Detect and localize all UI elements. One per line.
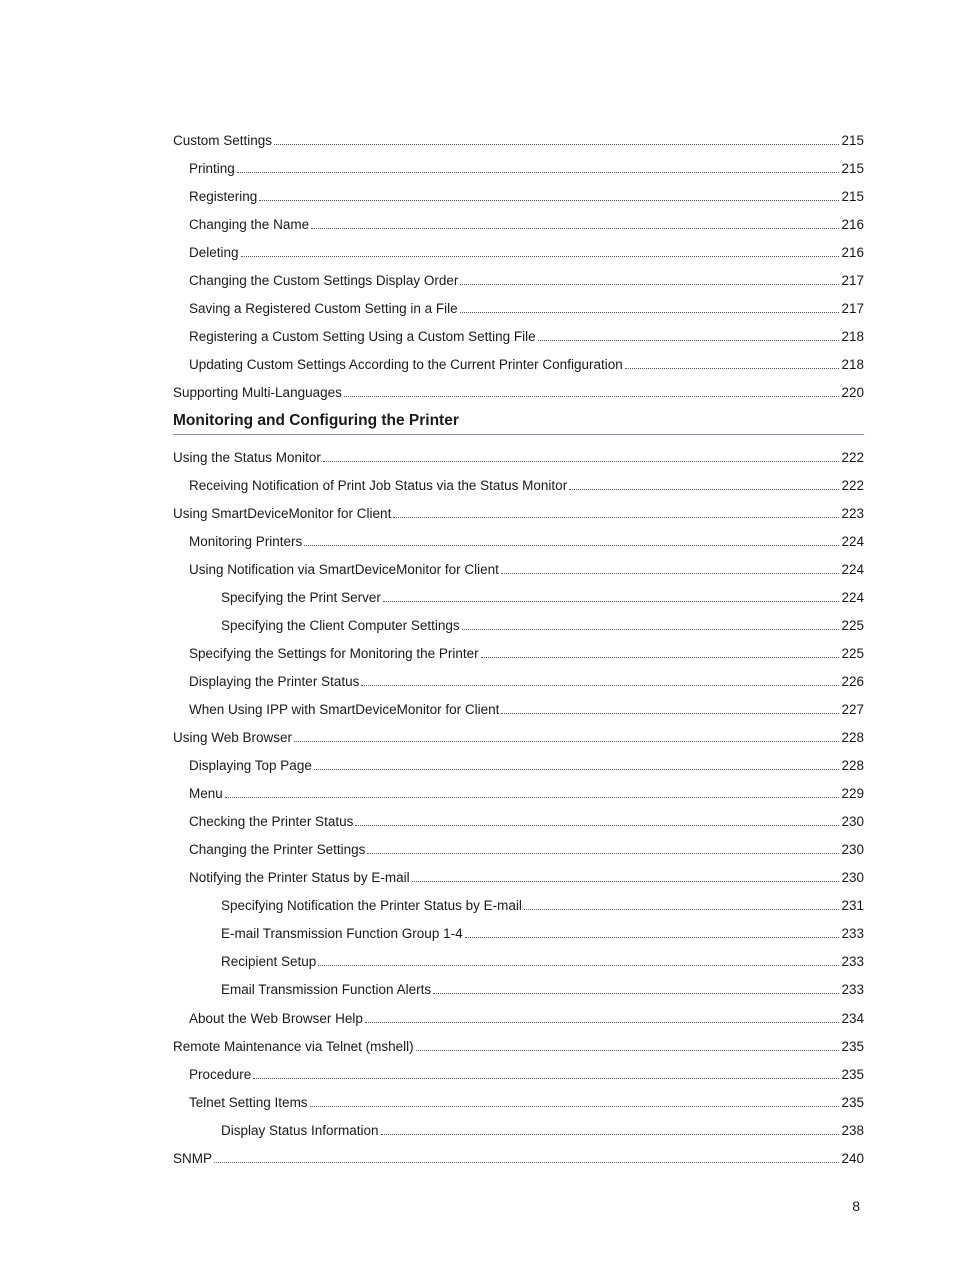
toc-entry-page: 225 [841,645,864,661]
dot-leader [524,909,840,910]
toc-entry[interactable] [189,784,864,804]
toc-entry-page: 226 [841,673,864,689]
toc-entry[interactable] [189,532,864,552]
dot-leader [323,461,840,462]
toc-entry-page: 216 [841,217,864,233]
dot-leader [416,1050,840,1051]
dot-leader [460,312,840,313]
toc-entry[interactable] [189,159,864,179]
toc-entry[interactable] [221,952,864,972]
toc-entry-page: 229 [841,786,864,802]
dot-leader [344,396,840,397]
dot-leader [253,1078,839,1079]
toc-entry-page: 224 [841,561,864,577]
dot-leader [465,937,840,938]
toc-entry[interactable] [189,756,864,776]
dot-leader [214,1162,839,1163]
dot-leader [433,993,839,994]
toc-entry-page: 215 [841,133,864,148]
toc-entry[interactable] [189,672,864,692]
toc-entry-title: Changing the Custom Settings Display Order [189,273,459,289]
toc-entry[interactable] [173,131,864,151]
toc-entry-title: Updating Custom Settings According to the Current Printer Configuration [189,357,623,373]
toc-entry-title: Using SmartDeviceMonitor for Client [173,505,392,521]
toc-entry-page: 230 [841,870,864,886]
toc-entry-page: 238 [841,1122,864,1138]
dot-leader [501,573,840,574]
toc-entry-title: Menu [189,786,223,802]
toc-entry[interactable] [173,448,864,468]
toc-entry[interactable] [221,924,864,944]
dot-leader [383,601,840,602]
toc-entry[interactable] [221,1121,864,1141]
toc-entry[interactable] [221,588,864,608]
dot-leader [462,629,840,630]
toc-entry-title: Specifying the Print Server [221,589,381,605]
toc-entry[interactable] [173,1037,864,1057]
toc-entry[interactable] [189,476,864,496]
dot-leader [625,368,840,369]
toc-entry-title: Telnet Setting Items [189,1094,308,1110]
toc-entry-page: 222 [841,477,864,493]
toc-entry-title: Registering [189,189,258,205]
toc-entry[interactable] [189,299,864,319]
toc-entry-page: 223 [841,505,864,521]
toc-entry-title: Notifying the Printer Status by E-mail [189,870,410,886]
toc-entry-page: 233 [841,954,864,970]
toc-entry-page: 215 [841,189,864,205]
toc-entry-page: 217 [841,273,864,289]
dot-leader [538,340,840,341]
dot-leader [304,545,839,546]
dot-leader [460,284,839,285]
toc-entry[interactable] [189,560,864,580]
toc-entry[interactable] [189,355,864,375]
toc-entry-page: 230 [841,814,864,830]
toc-entry[interactable] [189,187,864,207]
toc-entry-page: 231 [841,898,864,914]
toc-entry[interactable] [189,644,864,664]
toc-entry[interactable] [189,215,864,235]
dot-leader [569,489,839,490]
toc-entry-page: 235 [841,1094,864,1110]
toc-entry-title: SNMP [173,1150,213,1166]
dot-leader [381,1134,840,1135]
toc-entry-title: Using Web Browser [173,730,293,745]
toc-entry-page: 224 [841,533,864,549]
toc-entry[interactable] [189,868,864,888]
toc-entry-title: Specifying the Client Computer Settings [221,617,460,633]
toc-entry[interactable] [189,1009,864,1029]
toc-entry[interactable] [221,896,864,916]
dot-leader [241,256,840,257]
toc-entry-title: Remote Maintenance via Telnet (mshell) [173,1038,414,1054]
dot-leader [274,144,839,145]
toc-entry-page: 235 [841,1066,864,1082]
dot-leader [412,881,840,882]
toc-entry-page: 228 [841,730,864,745]
toc-entry-page: 233 [841,982,864,998]
toc-entry-page: 224 [841,589,864,605]
toc-entry-title: E-mail Transmission Function Group 1-4 [221,926,463,942]
toc-entry-title: Recipient Setup [221,954,317,970]
toc-entry-page: 216 [841,245,864,261]
toc-entry-page: 228 [841,758,864,774]
toc-entry-title: Registering a Custom Setting Using a Custom Setting File [189,329,536,345]
dot-leader [225,797,840,798]
toc-entry-title: Displaying Top Page [189,758,312,774]
toc-entry[interactable] [173,1149,864,1169]
dot-leader [310,1106,840,1107]
dot-leader [355,825,839,826]
toc-entry[interactable] [173,728,864,748]
dot-leader [311,228,839,229]
dot-leader [294,741,839,742]
toc-entry-page: 225 [841,617,864,633]
toc-entry-title: Saving a Registered Custom Setting in a File [189,301,458,317]
toc-entry-title: Display Status Information [221,1122,379,1138]
section-heading: Monitoring and Configuring the Printer [173,410,864,435]
dot-leader [259,200,839,201]
toc-entry-title: Procedure [189,1066,252,1082]
toc-entry-title: Email Transmission Function Alerts [221,982,432,998]
toc-entry-title: Custom Settings [173,133,273,148]
toc-entry-page: 218 [841,357,864,373]
toc-entry-page: 222 [841,449,864,465]
toc-entry-page: 240 [841,1150,864,1166]
toc-entry-page: 233 [841,926,864,942]
dot-leader [365,1022,840,1023]
toc-entry-title: Specifying the Settings for Monitoring the Printer [189,645,479,661]
toc-entry-page: 235 [841,1038,864,1054]
dot-leader [393,517,839,518]
toc-entry-title: Using the Status Monitor [173,449,321,465]
toc-entry-title: Specifying Notification the Printer Status by E-mail [221,898,522,914]
toc-entry-page: 220 [841,385,864,401]
toc-entry-title: Supporting Multi-Languages [173,385,342,401]
toc-entry[interactable] [173,383,864,403]
toc-entry[interactable] [189,700,864,720]
toc-entry-title: Monitoring Printers [189,533,303,549]
toc-entry-title: Using Notification via SmartDeviceMonitor for Client [189,561,499,577]
toc-entry-page: 217 [841,301,864,317]
toc-entry-title: Receiving Notification of Print Job Status via the Status Monitor [189,477,568,493]
toc-entry-title: Checking the Printer Status [189,814,354,830]
dot-leader [361,685,839,686]
toc-entry[interactable] [189,271,864,291]
toc-entry[interactable] [189,327,864,347]
toc-entry-title: Displaying the Printer Status [189,673,360,689]
page-number: 8 [852,1198,860,1214]
toc-entry[interactable] [189,243,864,263]
toc-entry-title: Deleting [189,245,239,261]
toc-entry-page: 218 [841,329,864,345]
dot-leader [501,713,839,714]
dot-leader [314,769,840,770]
toc-entry[interactable] [189,840,864,860]
toc-entry-page: 227 [841,701,864,717]
toc-entry-title: When Using IPP with SmartDeviceMonitor for Client [189,701,500,717]
toc-entry[interactable] [189,1093,864,1113]
dot-leader [237,172,840,173]
toc-entry-title: Printing [189,161,235,177]
toc-entry-title: Changing the Printer Settings [189,842,366,858]
toc-entry[interactable] [221,980,864,1000]
toc-entry-page: 230 [841,842,864,858]
toc-entry[interactable] [221,616,864,636]
toc-entry[interactable] [189,812,864,832]
toc-entry-page: 215 [841,161,864,177]
toc-entry-title: Changing the Name [189,217,310,233]
toc-entry-title: About the Web Browser Help [189,1010,363,1026]
toc-entry-page: 234 [841,1010,864,1026]
toc-entry[interactable] [173,504,864,524]
toc-entry[interactable] [189,1065,864,1085]
dot-leader [318,965,839,966]
dot-leader [481,657,840,658]
dot-leader [367,853,839,854]
